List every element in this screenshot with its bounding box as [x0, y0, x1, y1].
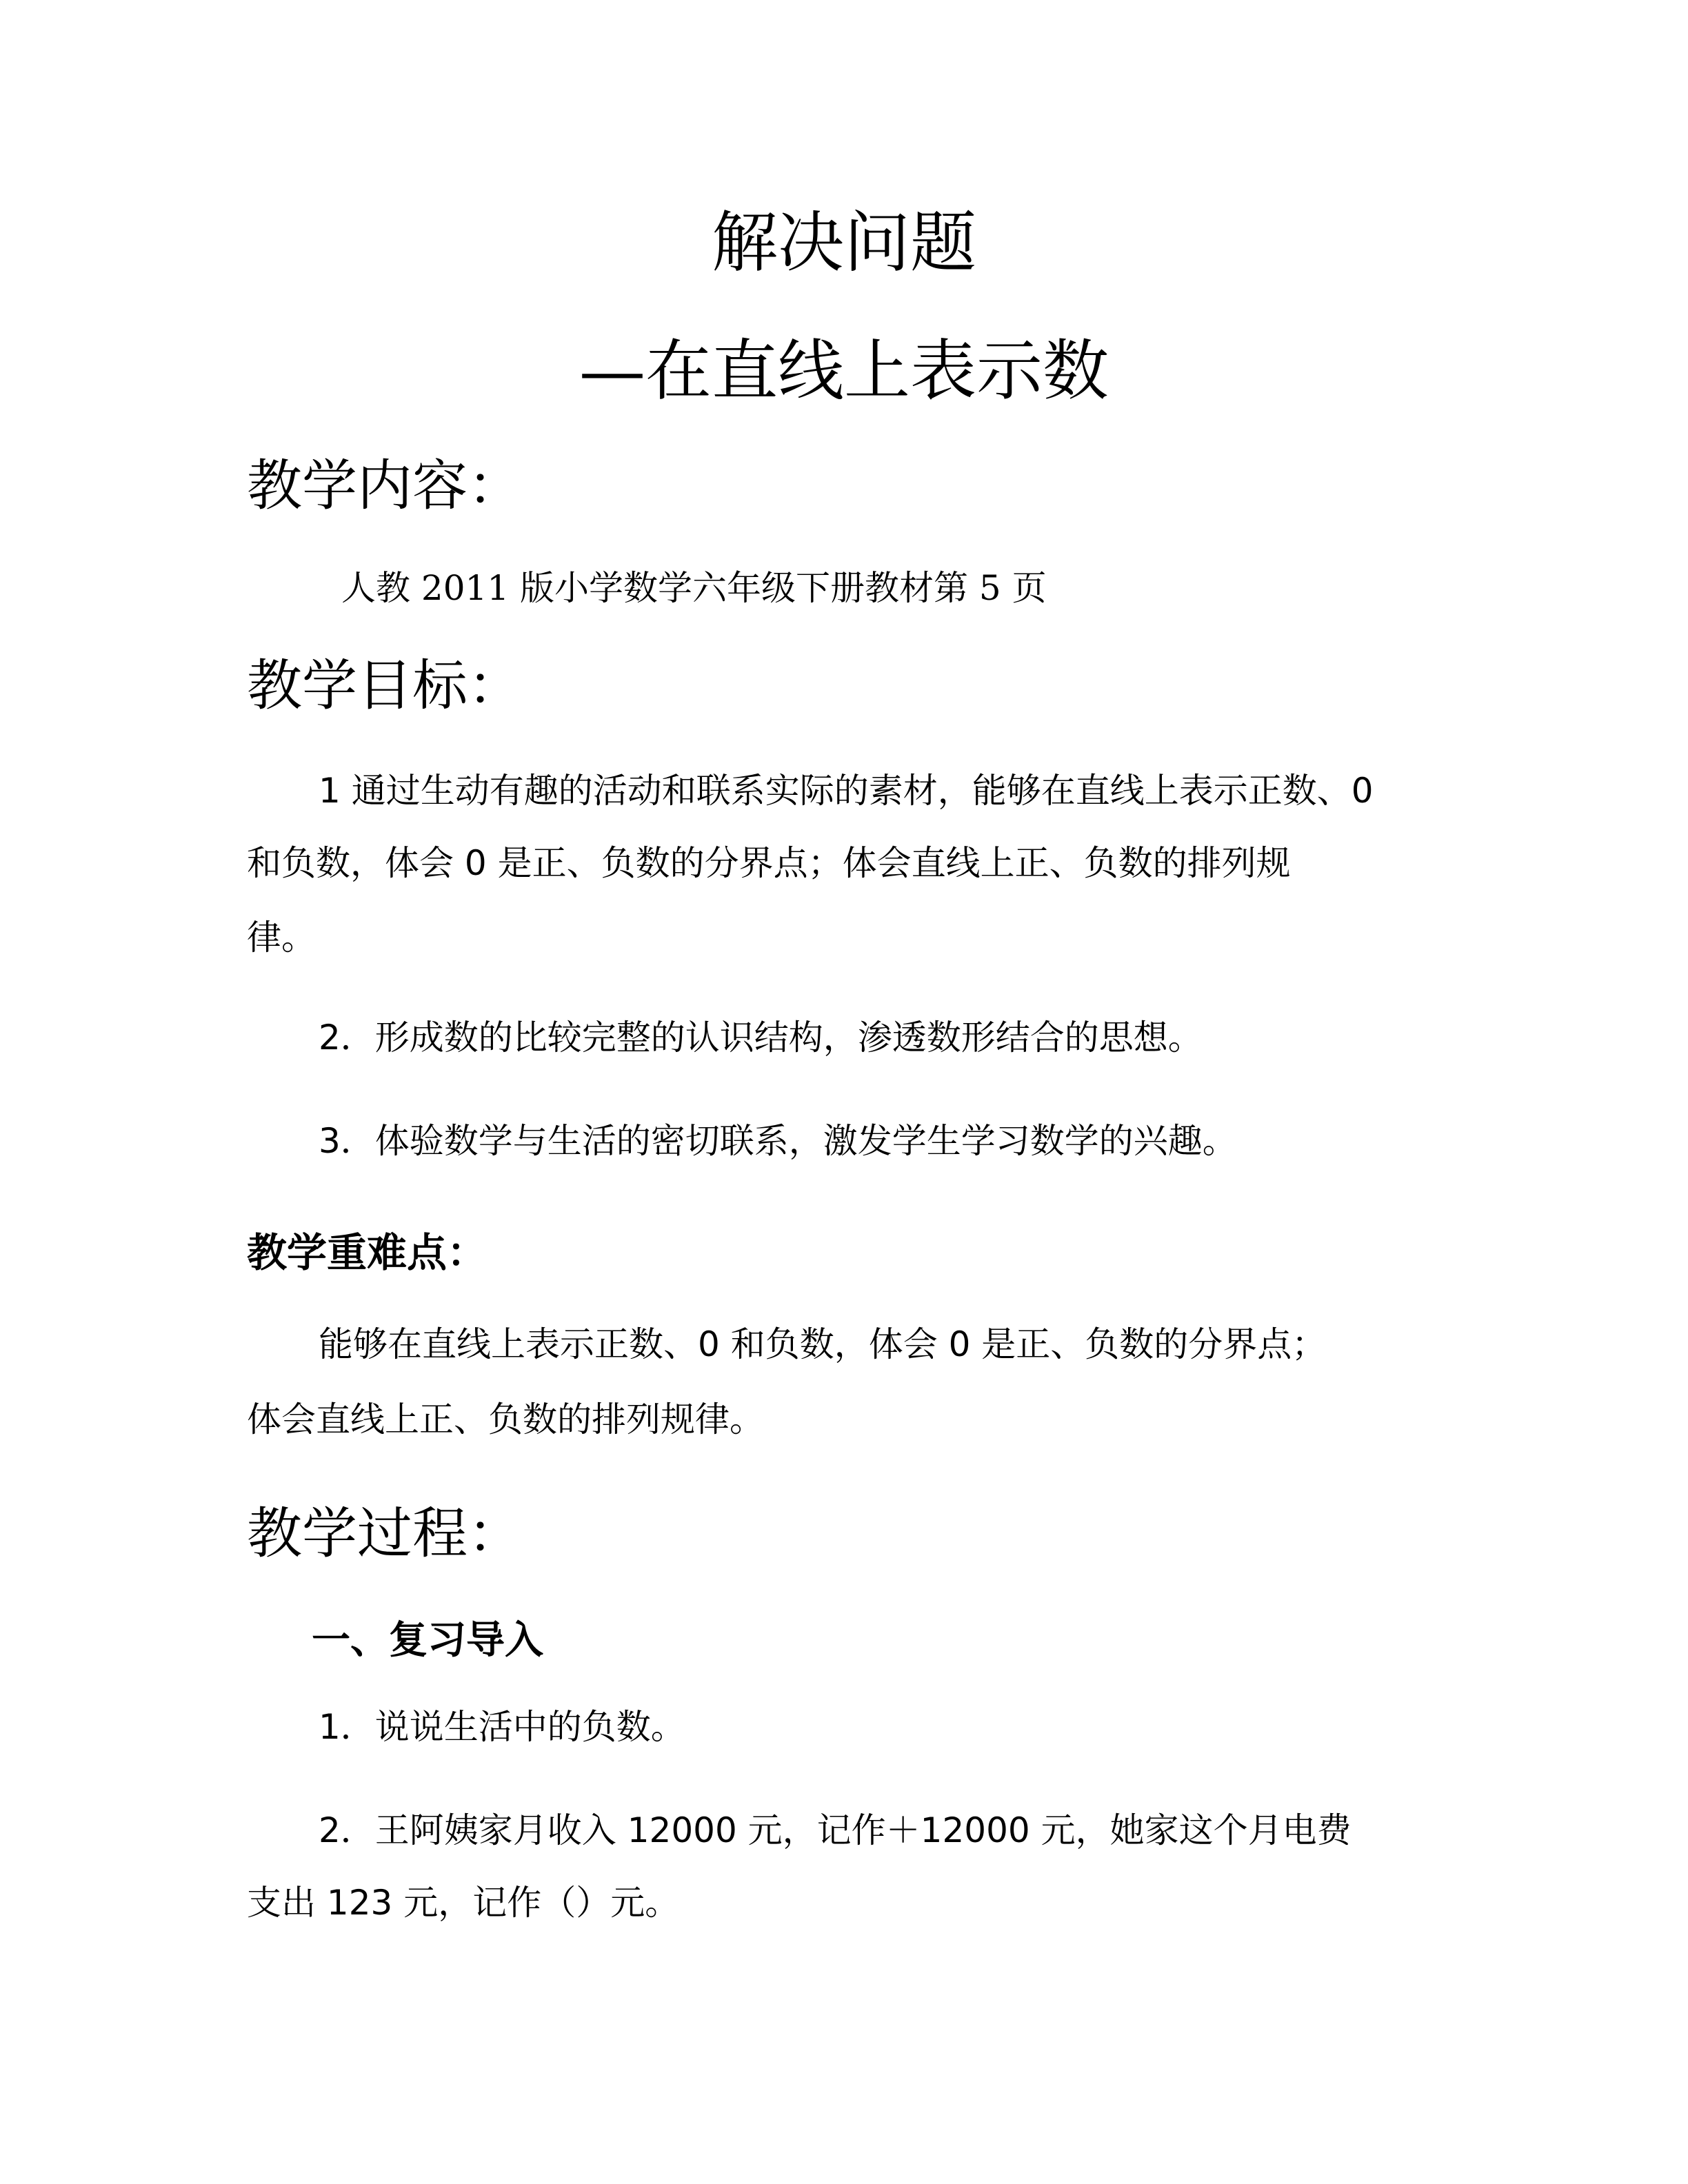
goal-1-line-2: 和负数，体会 0 是正、负数的分界点；体会直线上正、负数的排列规 [247, 843, 1291, 883]
process-item-2-line-1: 2．王阿姨家月收入 12000 元，记作＋12000 元，她家这个月电费 [319, 1810, 1352, 1850]
process-item-1: 1．说说生活中的负数。 [319, 1707, 685, 1747]
heading-teaching-process: 教学过程： [247, 1502, 523, 1566]
document-subtitle: —在直线上表示数 [579, 332, 1109, 410]
process-item-2-line-2: 支出 123 元，记作（）元。 [247, 1883, 680, 1923]
document-title: 解决问题 [712, 204, 976, 281]
heading-key-points: 教学重难点： [247, 1229, 488, 1276]
heading-teaching-content: 教学内容： [247, 454, 523, 518]
key-points-line-1: 能够在直线上表示正数、0 和负数，体会 0 是正、负数的分界点； [319, 1324, 1327, 1364]
goal-2: 2．形成数的比较完整的认识结构，渗透数形结合的思想。 [319, 1018, 1203, 1058]
teaching-content-text: 人教 2011 版小学数学六年级下册教材第 5 页 [341, 568, 1047, 608]
goal-1-line-3: 律。 [247, 918, 316, 958]
goal-1-line-1: 1 通过生动有趣的活动和联系实际的素材，能够在直线上表示正数、0 [319, 771, 1374, 811]
goal-3: 3．体验数学与生活的密切联系，激发学生学习数学的兴趣。 [319, 1121, 1237, 1161]
heading-teaching-goals: 教学目标： [247, 654, 523, 718]
step-1-heading: 一、复习导入 [312, 1618, 543, 1663]
key-points-line-2: 体会直线上正、负数的排列规律。 [247, 1399, 764, 1439]
